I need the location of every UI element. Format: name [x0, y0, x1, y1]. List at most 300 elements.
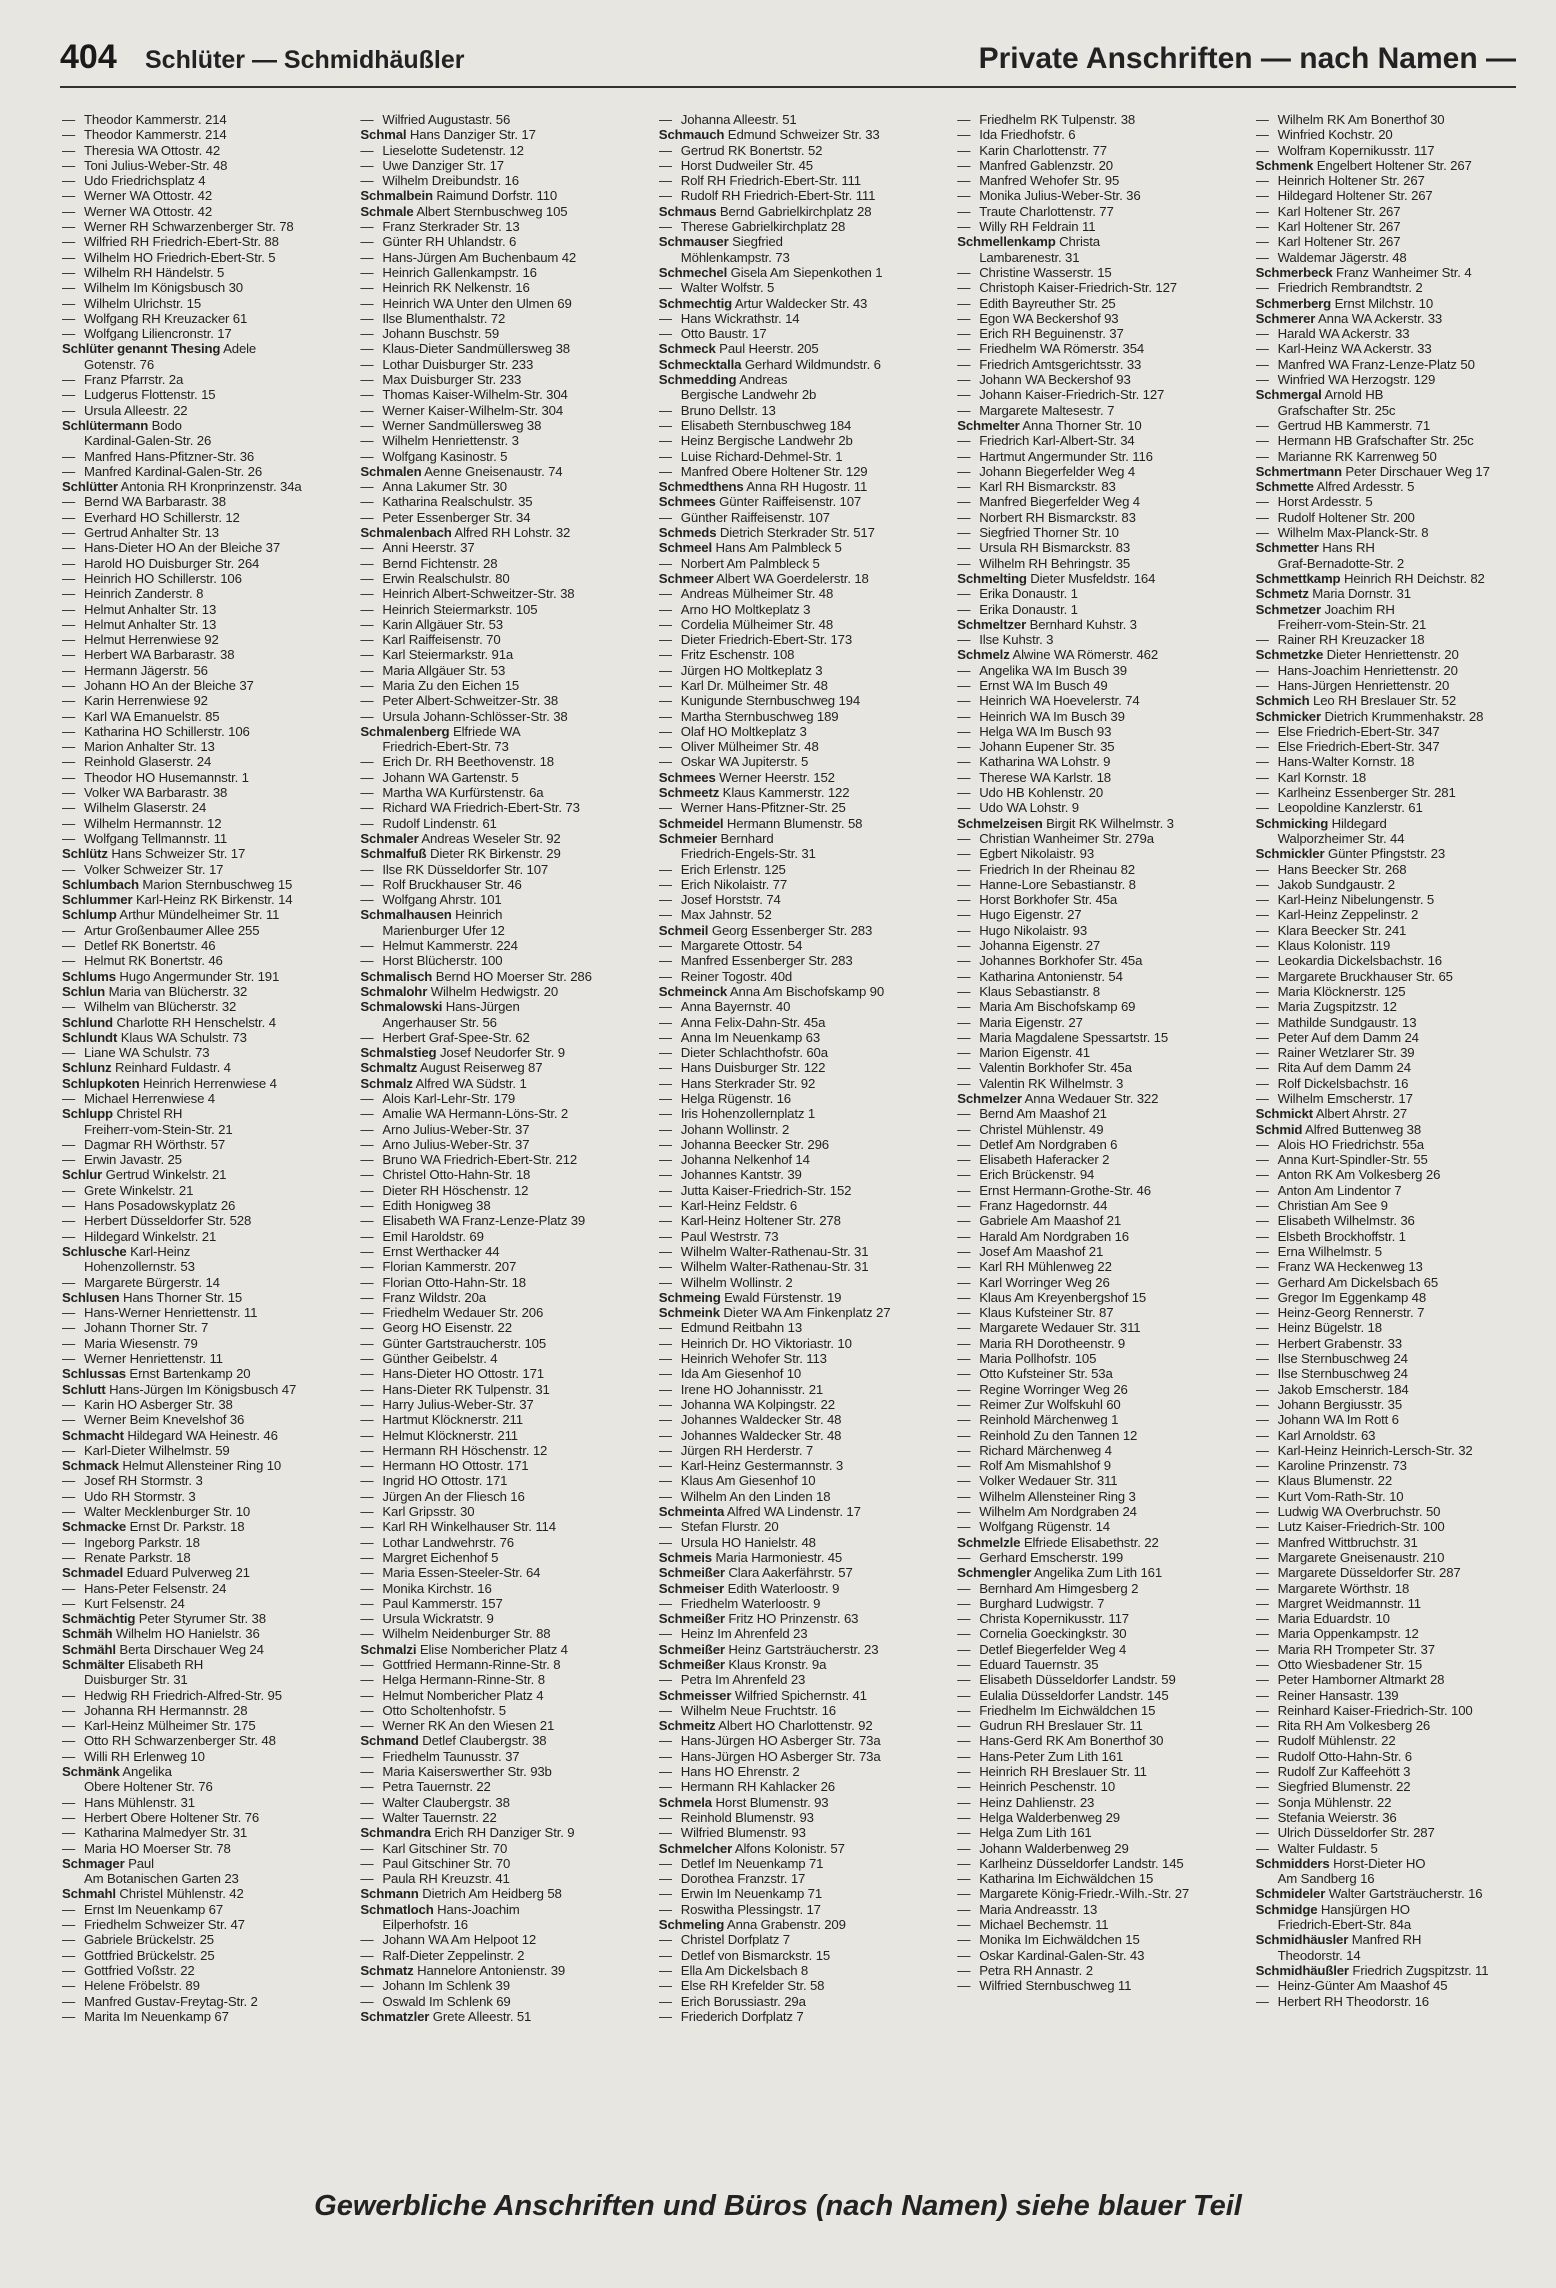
- surname-entry: Schmeltzer Bernhard Kuhstr. 3: [957, 616, 1137, 632]
- listing-entry: — Peter Essenberger Str. 34: [360, 509, 531, 525]
- surname-entry: Schmeier Bernhard: [658, 830, 774, 846]
- listing-entry: — Hans-Werner Henriettenstr. 11: [62, 1305, 258, 1321]
- listing-entry: — Walter Mecklenburger Str. 10: [62, 1504, 251, 1520]
- listing-entry: — Angelika WA Im Busch 39: [957, 662, 1127, 678]
- listing-entry: — Theodor Kammerstr. 214: [62, 127, 227, 143]
- listing-entry: — Helga Hermann-Rinne-Str. 8: [360, 1672, 545, 1688]
- listing-entry: — Maria Oppenkampstr. 12: [1255, 1626, 1419, 1642]
- listing-entry: — Karoline Prinzenstr. 73: [1255, 1458, 1407, 1474]
- surname-entry: Schmelting Dieter Musfeldstr. 164: [957, 570, 1156, 586]
- listing-entry: — Hans-Dieter RK Tulpenstr. 31: [360, 1381, 550, 1397]
- column-4: [957, 112, 1243, 2172]
- listing-entry: — Kurt Vom-Rath-Str. 10: [1255, 1488, 1404, 1504]
- listing-entry: — Gabriele Am Maashof 21: [957, 1213, 1122, 1229]
- listing-entry: — Traute Charlottenstr. 77: [957, 203, 1114, 219]
- listing-entry: — Helmut Anhalter Str. 13: [62, 601, 217, 617]
- surname-entry: Schlütter Antonia RH Kronprinzenstr. 34a: [62, 479, 302, 495]
- surname-entry: Schmecktalla Gerhard Wildmundstr. 6: [658, 356, 881, 372]
- surname-entry: Schlur Gertrud Winkelstr. 21: [62, 1167, 227, 1183]
- section-title: Private Anschriften — nach Namen —: [978, 42, 1516, 75]
- listing-entry: — Paul Gitschiner Str. 70: [360, 1855, 511, 1871]
- surname-entry: Schmengler Angelika Zum Lith 161: [957, 1565, 1163, 1581]
- listing-entry: — Egon WA Beckershof 93: [957, 310, 1119, 326]
- listing-entry: — Rainer Wetzlarer Str. 39: [1255, 1045, 1415, 1061]
- listing-entry: — Karl Arnoldstr. 63: [1255, 1427, 1376, 1443]
- listing-entry: — Peter Hamborner Altmarkt 28: [1255, 1672, 1445, 1688]
- surname-entry: Schmenk Engelbert Holtener Str. 267: [1255, 157, 1472, 173]
- listing-entry: — Harold HO Duisburger Str. 264: [62, 555, 260, 571]
- listing-entry: — Therese WA Karlstr. 18: [957, 769, 1111, 785]
- listing-entry: — Walter Wolfstr. 5: [658, 280, 775, 296]
- listing-entry: — Anna Bayernstr. 40: [658, 999, 791, 1015]
- surname-entry: Schmettkamp Heinrich RH Deichstr. 82: [1255, 570, 1485, 586]
- listing-entry: — Valentin RK Wilhelmstr. 3: [957, 1075, 1124, 1091]
- listing-entry: — Karl Worringer Weg 26: [957, 1274, 1110, 1290]
- address-continuation: Am Botanischen Garten 23: [84, 1871, 239, 1887]
- listing-entry: — Wilhelm Max-Planck-Str. 8: [1255, 525, 1429, 541]
- surname-entry: Schmalfuß Dieter RK Birkenstr. 29: [360, 846, 561, 862]
- listing-entry: — Werner Henriettenstr. 11: [62, 1351, 223, 1367]
- listing-entry: — Hugo Eigenstr. 27: [957, 907, 1082, 923]
- surname-entry: Schmeis Maria Harmoniestr. 45: [658, 1549, 843, 1565]
- surname-entry: Schmickler Günter Pfingststr. 23: [1255, 846, 1446, 862]
- surname-entry: Schlunz Reinhard Fuldastr. 4: [62, 1060, 231, 1076]
- listing-entry: — Theodor Kammerstr. 214: [62, 112, 227, 127]
- listing-entry: — Wilhelm Ulrichstr. 15: [62, 295, 202, 311]
- listing-entry: — Ralf-Dieter Zeppelinstr. 2: [360, 1947, 525, 1963]
- listing-entry: — Walter Claubergstr. 38: [360, 1794, 510, 1810]
- listing-entry: — Heinrich Peschenstr. 10: [957, 1779, 1116, 1795]
- listing-entry: — Wilhelm Dreibundstr. 16: [360, 173, 519, 189]
- listing-entry: — Manfred Wittbruchstr. 31: [1255, 1534, 1418, 1550]
- listing-entry: — Grete Winkelstr. 21: [62, 1182, 194, 1198]
- listing-entry: — Karl-Heinz Heinrich-Lersch-Str. 32: [1255, 1442, 1473, 1458]
- surname-entry: Schmatloch Hans-Joachim: [360, 1901, 520, 1917]
- listing-entry: — Anton Am Lindentor 7: [1255, 1182, 1402, 1198]
- listing-entry: — Jürgen An der Fliesch 16: [360, 1488, 525, 1504]
- listing-entry: — Helmut Anhalter Str. 13: [62, 616, 217, 632]
- listing-entry: — Detlef Im Neuenkamp 71: [658, 1855, 824, 1871]
- listing-entry: — Detlef RK Bonertstr. 46: [62, 938, 216, 954]
- listing-entry: — Helmut Nombericher Platz 4: [360, 1687, 544, 1703]
- listing-entry: — Udo RH Stormstr. 3: [62, 1488, 196, 1504]
- listing-entry: — Petra RH Annastr. 2: [957, 1962, 1093, 1978]
- listing-entry: — Erika Donaustr. 1: [957, 586, 1078, 602]
- surname-entry: Schmicking Hildegard: [1255, 815, 1387, 831]
- listing-entry: — Ella Am Dickelsbach 8: [658, 1962, 809, 1978]
- listing-entry: — Wilhelm Emscherstr. 17: [1255, 1091, 1413, 1106]
- listing-entry: — Ursula Johann-Schlösser-Str. 38: [360, 708, 568, 724]
- address-continuation: Walporzheimer Str. 44: [1277, 830, 1405, 846]
- listing-entry: — Walter Tauernstr. 22: [360, 1809, 497, 1825]
- listing-entry: — Herbert Graf-Spee-Str. 62: [360, 1029, 530, 1045]
- listing-entry: — Karlheinz Düsseldorfer Landstr. 145: [957, 1855, 1184, 1871]
- surname-entry: Schmeitz Albert HO Charlottenstr. 92: [658, 1718, 873, 1734]
- listing-entry: — Wilfried Sternbuschweg 11: [957, 1978, 1132, 1994]
- listing-entry: — Karl Gitschiner Str. 70: [360, 1840, 508, 1856]
- listing-entry: — Cornelia Goeckingkstr. 30: [957, 1626, 1127, 1642]
- address-continuation: Friedrich-Ebert-Str. 84a: [1277, 1917, 1412, 1933]
- listing-entry: — Leokardia Dickelsbachstr. 16: [1255, 953, 1442, 969]
- surname-entry: Schmideler Walter Gartsträucherstr. 16: [1255, 1886, 1483, 1902]
- listing-entry: — Elisabeth Düsseldorfer Landstr. 59: [957, 1672, 1176, 1688]
- listing-entry: — Hans-Gerd RK Am Bonerthof 30: [957, 1733, 1164, 1749]
- listing-entry: — Stefania Weierstr. 36: [1255, 1809, 1397, 1825]
- listing-entry: — Johann Thorner Str. 7: [62, 1320, 209, 1336]
- surname-entry: Schmacke Ernst Dr. Parkstr. 18: [62, 1519, 245, 1535]
- listing-entry: — Monika Im Eichwäldchen 15: [957, 1932, 1140, 1948]
- listing-entry: — Heinz-Georg Rennerstr. 7: [1255, 1305, 1425, 1321]
- listing-entry: — Jürgen RH Herderstr. 7: [658, 1442, 814, 1458]
- listing-entry: — Renate Parkstr. 18: [62, 1549, 191, 1565]
- listing-entry: — Karl Dr. Mülheimer Str. 48: [658, 677, 828, 693]
- surname-entry: Schlummer Karl-Heinz RK Birkenstr. 14: [62, 892, 293, 908]
- listing-entry: — Hans Beecker Str. 268: [1255, 861, 1407, 877]
- listing-entry: — Christine Wasserstr. 15: [957, 264, 1112, 280]
- surname-entry: Schmerer Anna WA Ackerstr. 33: [1255, 310, 1443, 326]
- listing-entry: — Katharina Realschulstr. 35: [360, 494, 533, 510]
- listing-entry: — Elsbeth Brockhoffstr. 1: [1255, 1228, 1406, 1244]
- listing-entry: — Johanna Nelkenhof 14: [658, 1152, 810, 1168]
- listing-entry: — Anna Felix-Dahn-Str. 45a: [658, 1014, 826, 1030]
- listing-entry: — Günter RH Uhlandstr. 6: [360, 234, 517, 250]
- listing-entry: — Ilse Blumenthalstr. 72: [360, 310, 506, 326]
- address-continuation: Bergische Landwehr 2b: [680, 387, 817, 403]
- listing-entry: — Johannes Kantstr. 39: [658, 1167, 802, 1183]
- surname-entry: Schmees Günter Raiffeisenstr. 107: [658, 494, 862, 510]
- surname-entry: Schmette Alfred Ardesstr. 5: [1255, 479, 1415, 495]
- listing-entry: — Johann Eupener Str. 35: [957, 739, 1115, 755]
- listing-entry: — Peter Albert-Schweitzer-Str. 38: [360, 693, 559, 709]
- surname-entry: Schmatzler Grete Alleestr. 51: [360, 2008, 532, 2024]
- surname-entry: Schlund Charlotte RH Henschelstr. 4: [62, 1014, 276, 1030]
- listing-entry: — Gregor Im Eggenkamp 48: [1255, 1289, 1427, 1305]
- listing-entry: — Johanna RH Hermannstr. 28: [62, 1702, 248, 1718]
- surname-entry: Schmelcher Alfons Kolonistr. 57: [658, 1840, 845, 1856]
- listing-entry: — Heinrich WA Im Busch 39: [957, 708, 1125, 724]
- listing-entry: — Franz Sterkrader Str. 13: [360, 219, 520, 235]
- listing-entry: — Mathilde Sundgaustr. 13: [1255, 1014, 1417, 1030]
- listing-entry: — Olaf HO Moltkeplatz 3: [658, 723, 807, 739]
- listing-entry: — Rolf RH Friedrich-Ebert-Str. 111: [658, 173, 861, 189]
- listing-entry: — Hermann RH Höschenstr. 12: [360, 1442, 548, 1458]
- listing-entry: — Siegfried Blumenstr. 22: [1255, 1779, 1411, 1795]
- listing-entry: — Rolf Dickelsbachstr. 16: [1255, 1075, 1409, 1091]
- address-continuation: Eilperhofstr. 16: [382, 1917, 468, 1933]
- listing-entry: — Wilhelm Glaserstr. 24: [62, 800, 207, 816]
- listing-entry: — Johannes Borkhofer Str. 45a: [957, 953, 1143, 969]
- listing-entry: — Norbert Am Palmbleck 5: [658, 555, 820, 571]
- listing-entry: — Hermann HO Ottostr. 171: [360, 1458, 529, 1474]
- surname-entry: Schmergal Arnold HB: [1255, 387, 1384, 403]
- listing-entry: — Ilse RK Düsseldorfer Str. 107: [360, 861, 549, 877]
- listing-entry: — Leopoldine Kanzlerstr. 61: [1255, 800, 1423, 816]
- listing-entry: — Otto Kufsteiner Str. 53a: [957, 1366, 1113, 1382]
- listing-entry: — Karl-Heinz Nibelungenstr. 5: [1255, 892, 1435, 908]
- surname-entry: Schmadel Eduard Pulverweg 21: [62, 1565, 250, 1581]
- surname-entry: Schmellenkamp Christa: [957, 234, 1100, 250]
- listing-entry: — Heinrich Gallenkampstr. 16: [360, 264, 537, 280]
- address-continuation: Marienburger Ufer 12: [382, 922, 505, 938]
- surname-entry: Schmälter Elisabeth RH: [62, 1656, 204, 1672]
- listing-entry: — Ursula Alleestr. 22: [62, 402, 188, 418]
- surname-entry: Schmidders Horst-Dieter HO: [1255, 1855, 1426, 1871]
- listing-entry: — Werner RH Schwarzenberger Str. 78: [62, 219, 294, 235]
- listing-entry: — Werner RK An den Wiesen 21: [360, 1718, 555, 1734]
- listing-entry: — Heinrich Wehofer Str. 113: [658, 1351, 827, 1367]
- surname-entry: Schmeil Georg Essenberger Str. 283: [658, 922, 873, 938]
- listing-entry: — Klara Beecker Str. 241: [1255, 922, 1407, 938]
- listing-entry: — Johannes Waldecker Str. 48: [658, 1427, 842, 1443]
- surname-entry: Schmager Paul: [62, 1855, 154, 1871]
- listing-entry: — Ida Friedhofstr. 6: [957, 127, 1076, 143]
- listing-entry: — Margarete Ottostr. 54: [658, 938, 803, 954]
- surname-entry: Schmelzle Elfriede Elisabethstr. 22: [957, 1534, 1159, 1550]
- listing-entry: — Günther Raiffeisenstr. 107: [658, 509, 830, 525]
- surname-entry: Schmeißer Clara Aakerfährstr. 57: [658, 1565, 853, 1581]
- surname-entry: Schmauser Siegfried: [658, 234, 783, 250]
- listing-entry: — Maria Zugspitzstr. 12: [1255, 999, 1397, 1015]
- listing-entry: — Wolfgang Rügenstr. 14: [957, 1519, 1110, 1535]
- listing-entry: — Werner Sandmüllersweg 38: [360, 417, 542, 433]
- listing-entry: — Gertrud HB Kammerstr. 71: [1255, 417, 1431, 433]
- listing-entry: — Katharina WA Lohstr. 9: [957, 754, 1111, 770]
- listing-entry: — Johanna Alleestr. 51: [658, 112, 797, 127]
- surname-entry: Schmedthens Anna RH Hugostr. 11: [658, 479, 868, 495]
- listing-entry: — Wilhelm Neue Fruchtstr. 16: [658, 1702, 836, 1718]
- listing-entry: — Uwe Danziger Str. 17: [360, 157, 504, 173]
- page-number: 404: [60, 38, 117, 76]
- listing-entry: — Helmut RK Bonertstr. 46: [62, 953, 223, 969]
- listing-entry: — Bruno Dellstr. 13: [658, 402, 776, 418]
- listing-entry: — Max Jahnstr. 52: [658, 907, 772, 923]
- listing-entry: — Maria Eduardstr. 10: [1255, 1611, 1390, 1627]
- listing-entry: — Erika Donaustr. 1: [957, 601, 1078, 617]
- listing-entry: — Volker Schweizer Str. 17: [62, 861, 224, 877]
- listing-entry: — Karl-Heinz Feldstr. 6: [658, 1198, 798, 1214]
- listing-entry: — Dagmar RH Wörthstr. 57: [62, 1136, 226, 1152]
- surname-entry: Schmeds Dietrich Sterkrader Str. 517: [658, 525, 875, 541]
- surname-entry: Schmees Werner Heerstr. 152: [658, 769, 835, 785]
- listing-entry: — Irene HO Johannisstr. 21: [658, 1381, 824, 1397]
- listing-entry: — Karl-Heinz Holtener Str. 278: [658, 1213, 841, 1229]
- surname-entry: Schlump Arthur Mündelheimer Str. 11: [62, 907, 280, 923]
- listing-entry: — Franz Hagedornstr. 44: [957, 1198, 1108, 1214]
- listing-entry: — Jakob Sundgaustr. 2: [1255, 876, 1395, 892]
- listing-entry: — Bernd Fichtenstr. 28: [360, 555, 498, 571]
- listing-entry: — Maria Klöcknerstr. 125: [1255, 983, 1406, 999]
- listing-entry: — Max Duisburger Str. 233: [360, 372, 522, 388]
- listing-entry: — Hans-Dieter HO Ottostr. 171: [360, 1366, 544, 1382]
- listing-entry: — Margarete Wörthstr. 18: [1255, 1580, 1410, 1596]
- listing-entry: — Marianne RK Karrenweg 50: [1255, 448, 1437, 464]
- listing-entry: — Margret Weidmannstr. 11: [1255, 1595, 1421, 1611]
- listing-entry: — Margarete König-Friedr.-Wilh.-Str. 27: [957, 1886, 1190, 1902]
- listing-entry: — Jakob Emscherstr. 184: [1255, 1381, 1409, 1397]
- listing-entry: — Norbert RH Bismarckstr. 83: [957, 509, 1136, 525]
- listing-entry: — Wilhelm An den Linden 18: [658, 1488, 831, 1504]
- listing-entry: — Gabriele Brückelstr. 25: [62, 1932, 214, 1948]
- surname-entry: Schmand Detlef Claubergstr. 38: [360, 1733, 547, 1749]
- listing-entry: — Johann WA Am Helpoot 12: [360, 1932, 537, 1948]
- listing-entry: — Helga Walderbenweg 29: [957, 1809, 1120, 1825]
- footer-note: Gewerbliche Anschriften und Büros (nach Namen) siehe blauer Teil: [314, 2190, 1242, 2222]
- listing-entry: — Dorothea Franzstr. 17: [658, 1871, 806, 1887]
- listing-entry: — Hartmut Angermunder Str. 116: [957, 448, 1153, 464]
- listing-entry: — Karl-Heinz Zeppelinstr. 2: [1255, 907, 1419, 923]
- surname-entry: Schmaltz August Reiserweg 87: [360, 1060, 543, 1076]
- listing-entry: — Rudolf Mühlenstr. 22: [1255, 1733, 1396, 1749]
- listing-entry: — Therese Gabrielkirchplatz 28: [658, 219, 846, 235]
- listing-entry: — Willi RH Erlenweg 10: [62, 1748, 205, 1764]
- listing-entry: — Heinrich RH Breslauer Str. 11: [957, 1764, 1147, 1780]
- listing-entry: — Hans Sterkrader Str. 92: [658, 1075, 816, 1091]
- listing-entry: — Hans HO Ehrenstr. 2: [658, 1764, 800, 1780]
- listing-entry: — Friedhelm Schweizer Str. 47: [62, 1917, 245, 1933]
- listing-entry: — Heinz Bergische Landwehr 2b: [658, 433, 853, 449]
- listing-entry: — Heinz Bügelstr. 18: [1255, 1320, 1382, 1336]
- listing-entry: — Burghard Ludwigstr. 7: [957, 1595, 1105, 1611]
- listing-entry: — Karin HO Asberger Str. 38: [62, 1396, 233, 1412]
- listing-entry: — Karl-Heinz Gestermannstr. 3: [658, 1458, 844, 1474]
- listing-entry: — Elisabeth Haferacker 2: [957, 1152, 1110, 1168]
- listing-entry: — Winfried WA Herzogstr. 129: [1255, 372, 1436, 388]
- listing-entry: — Friedhelm WA Römerstr. 354: [957, 341, 1145, 357]
- listing-entry: — Rita Auf dem Damm 24: [1255, 1060, 1411, 1076]
- listing-entry: — Katharina Antonienstr. 54: [957, 968, 1123, 984]
- listing-entry: — Herbert RH Theodorstr. 16: [1255, 1993, 1429, 2009]
- listing-entry: — Erich Nikolaistr. 77: [658, 876, 787, 892]
- surname-entry: Schlussas Ernst Bartenkamp 20: [62, 1366, 251, 1382]
- listing-entry: — Ursula RH Bismarckstr. 83: [957, 540, 1131, 556]
- listing-entry: — Friedrich Amtsgerichtsstr. 33: [957, 356, 1142, 372]
- listing-entry: — Winfried Kochstr. 20: [1255, 127, 1393, 143]
- surname-entry: Schmal Hans Danziger Str. 17: [360, 127, 536, 143]
- listing-entry: — Helmut Herrenwiese 92: [62, 632, 219, 648]
- address-continuation: Am Sandberg 16: [1277, 1871, 1375, 1887]
- listing-entry: — Dieter RH Höschenstr. 12: [360, 1182, 529, 1198]
- listing-entry: — Edmund Reitbahn 13: [658, 1320, 803, 1336]
- surname-entry: Schlundt Klaus WA Schulstr. 73: [62, 1029, 247, 1045]
- listing-entry: — Wilhelm Am Nordgraben 24: [957, 1504, 1137, 1520]
- listing-entry: — Regine Worringer Weg 26: [957, 1381, 1128, 1397]
- listing-entry: — Manfred Kardinal-Galen-Str. 26: [62, 463, 263, 479]
- listing-entry: — Maria Andreasstr. 13: [957, 1901, 1098, 1917]
- surname-entry: Schmänk Angelika: [62, 1764, 172, 1780]
- listing-entry: — Alois Karl-Lehr-Str. 179: [360, 1091, 516, 1106]
- listing-entry: — Andreas Mülheimer Str. 48: [658, 586, 834, 602]
- listing-entry: — Margarete Gneisenaustr. 210: [1255, 1549, 1445, 1565]
- listing-entry: — Erwin Realschulstr. 80: [360, 570, 510, 586]
- listing-entry: — Karl RH Mühlenweg 22: [957, 1259, 1112, 1275]
- listing-entry: — Maria HO Moerser Str. 78: [62, 1840, 231, 1856]
- listing-entry: — Eulalia Düsseldorfer Landstr. 145: [957, 1687, 1169, 1703]
- listing-entry: — Alois HO Friedrichstr. 55a: [1255, 1136, 1424, 1152]
- listing-entry: — Wilhelm RK Am Bonerthof 30: [1255, 112, 1445, 127]
- listing-entry: — Marita Im Neuenkamp 67: [62, 2008, 229, 2024]
- listing-entry: — Horst Blücherstr. 100: [360, 953, 503, 969]
- surname-entry: Schlun Maria van Blücherstr. 32: [62, 983, 248, 999]
- surname-entry: Schmetz Maria Dornstr. 31: [1255, 586, 1411, 602]
- listing-entry: — Heinrich Albert-Schweitzer-Str. 38: [360, 586, 575, 602]
- listing-entry: — Gertrud Anhalter Str. 13: [62, 525, 219, 541]
- surname-entry: Schmelzer Anna Wedauer Str. 322: [957, 1091, 1159, 1106]
- surname-entry: Schmeidel Hermann Blumenstr. 58: [658, 815, 863, 831]
- listing-entry: — Maria Pollhofstr. 105: [957, 1351, 1097, 1367]
- listing-entry: — Udo WA Lohstr. 9: [957, 800, 1079, 816]
- listing-entry: — Ernst Werthacker 44: [360, 1243, 500, 1259]
- page-header: [60, 36, 1516, 88]
- listing-entry: — Werner WA Ottostr. 42: [62, 203, 213, 219]
- listing-entry: — Volker WA Barbarastr. 38: [62, 785, 228, 801]
- surname-entry: Schmalz Alfred WA Südstr. 1: [360, 1075, 527, 1091]
- surname-entry: Schmeißer Heinz Gartsträucherstr. 23: [658, 1641, 879, 1657]
- listing-entry: — Oswald Im Schlenk 69: [360, 1993, 511, 2009]
- listing-entry: — Else Friedrich-Ebert-Str. 347: [1255, 723, 1440, 739]
- listing-entry: — Helene Fröbelstr. 89: [62, 1978, 200, 1994]
- listing-entry: — Werner Hans-Pfitzner-Str. 25: [658, 800, 846, 816]
- listing-entry: — Maria Kaiserswerther Str. 93b: [360, 1764, 552, 1780]
- listing-entry: — Heinrich HO Schillerstr. 106: [62, 570, 242, 586]
- listing-entry: — Anna Im Neuenkamp 63: [658, 1029, 821, 1045]
- listing-entry: — Karl Steiermarkstr. 91a: [360, 647, 514, 663]
- listing-entry: — Wilhelm RH Händelstr. 5: [62, 264, 225, 280]
- listing-entry: — Jürgen HO Moltkeplatz 3: [658, 662, 823, 678]
- listing-entry: — Heinrich RK Nelkenstr. 16: [360, 280, 530, 296]
- address-continuation: Friedrich-Ebert-Str. 73: [382, 739, 509, 755]
- surname-entry: Schmeing Ewald Fürstenstr. 19: [658, 1289, 842, 1305]
- listing-entry: — Manfred Biegerfelder Weg 4: [957, 494, 1140, 510]
- listing-entry: — Heinz Im Ahrenfeld 23: [658, 1626, 808, 1642]
- listing-entry: — Klaus Blumenstr. 22: [1255, 1473, 1393, 1489]
- surname-entry: Schlusche Karl-Heinz: [62, 1243, 191, 1259]
- listing-entry: — Michael Bechemstr. 11: [957, 1917, 1109, 1933]
- listing-entry: — Maria Am Bischofskamp 69: [957, 999, 1136, 1015]
- surname-entry: Schmalohr Wilhelm Hedwigstr. 20: [360, 983, 559, 999]
- listing-entry: — Reiner Hansastr. 139: [1255, 1687, 1399, 1703]
- listing-entry: — Franz WA Heckenweg 13: [1255, 1259, 1423, 1275]
- listing-entry: — Friedrich Karl-Albert-Str. 34: [957, 433, 1135, 449]
- surname-entry: Schmechtig Artur Waldecker Str. 43: [658, 295, 868, 311]
- surname-entry: Schmeiser Edith Waterloostr. 9: [658, 1580, 840, 1596]
- listing-entry: — Werner WA Ottostr. 42: [62, 188, 213, 204]
- listing-entry: — Harald Am Nordgraben 16: [957, 1228, 1129, 1244]
- listing-entry: — Maria Zu den Eichen 15: [360, 677, 520, 693]
- surname-entry: Schmacht Hildegard WA Heinestr. 46: [62, 1427, 278, 1443]
- listing-entry: — Heinrich Holtener Str. 267: [1255, 173, 1425, 189]
- address-continuation: Grafschafter Str. 25c: [1277, 402, 1396, 418]
- listing-entry: — Gerhard Am Dickelsbach 65: [1255, 1274, 1439, 1290]
- listing-entry: — Arno Julius-Weber-Str. 37: [360, 1121, 530, 1137]
- surname-entry: Schlusen Hans Thorner Str. 15: [62, 1289, 243, 1305]
- surname-entry: Schmedding Andreas: [658, 372, 788, 388]
- listing-entry: — Karlheinz Essenberger Str. 281: [1255, 785, 1456, 801]
- listing-entry: — Lothar Landwehrstr. 76: [360, 1534, 514, 1550]
- surname-entry: Schmerberg Ernst Milchstr. 10: [1255, 295, 1434, 311]
- listing-entry: — Hugo Nikolaistr. 93: [957, 922, 1088, 938]
- listing-entry: — Jutta Kaiser-Friedrich-Str. 152: [658, 1182, 852, 1198]
- listing-entry: — Margret Eichenhof 5: [360, 1549, 499, 1565]
- surname-entry: Schlütermann Bodo: [62, 417, 182, 433]
- surname-entry: Schmann Dietrich Am Heidberg 58: [360, 1886, 562, 1902]
- listing-entry: — Karin Herrenwiese 92: [62, 693, 208, 709]
- listing-entry: — Wolfgang Liliencronstr. 17: [62, 326, 232, 342]
- listing-entry: — Johann Bergiusstr. 35: [1255, 1396, 1403, 1412]
- surname-entry: Schmickt Albert Ahrstr. 27: [1255, 1106, 1408, 1122]
- listing-entry: — Ingrid HO Ottostr. 171: [360, 1473, 508, 1489]
- listing-entry: — Edith Honigweg 38: [360, 1198, 491, 1214]
- listing-entry: — Ilse Sternbuschweg 24: [1255, 1366, 1408, 1382]
